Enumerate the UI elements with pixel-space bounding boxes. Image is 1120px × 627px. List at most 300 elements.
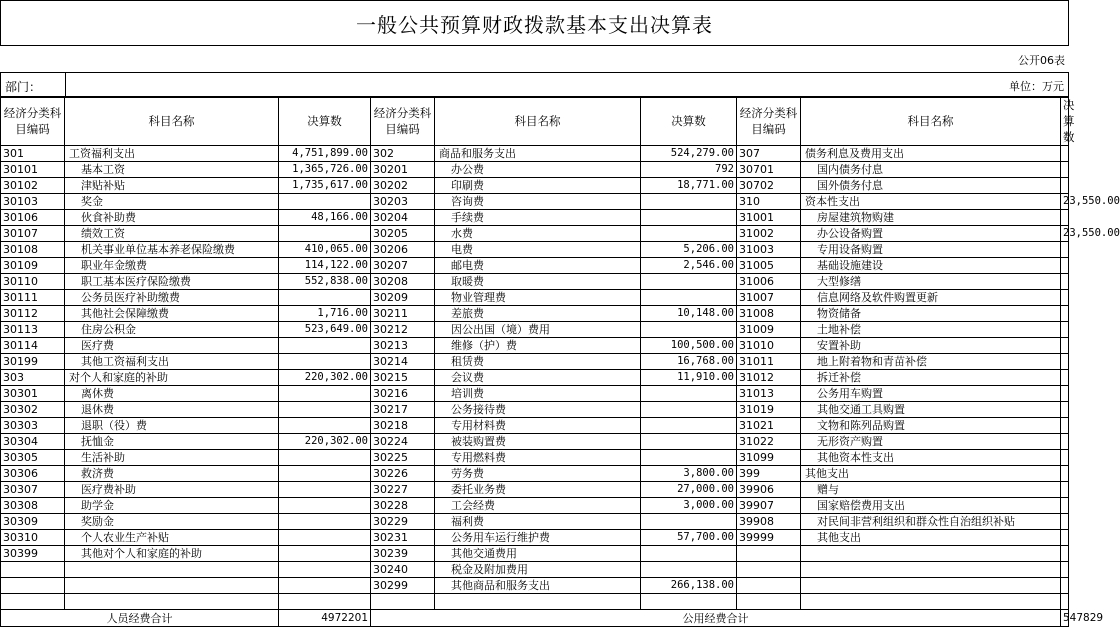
cell-name: 其他工资福利支出 <box>65 354 279 370</box>
cell-name: 物资储备 <box>801 306 1061 322</box>
page-title <box>0 0 1069 46</box>
cell-amount <box>279 402 371 418</box>
cell-amount <box>1061 370 1069 386</box>
cell-code: 31007 <box>737 290 801 306</box>
cell-name: 奖金 <box>65 194 279 210</box>
expenditure-table <box>0 96 1120 627</box>
cell-amount <box>641 290 737 306</box>
cell-name: 其他交通费用 <box>435 546 641 562</box>
cell-code: 30224 <box>371 434 435 450</box>
cell-amount <box>279 354 371 370</box>
cell-name: 其他商品和服务支出 <box>435 578 641 594</box>
unit-label: 单位：万元 <box>1009 80 1064 93</box>
cell-amount <box>1061 562 1069 578</box>
cell-amount <box>279 546 371 562</box>
cell-code <box>1 578 65 594</box>
cell-code: 30212 <box>371 322 435 338</box>
cell-amount <box>641 434 737 450</box>
cell-name: 救济费 <box>65 466 279 482</box>
cell-amount <box>641 402 737 418</box>
cell-name: 住房公积金 <box>65 322 279 338</box>
cell-amount <box>279 338 371 354</box>
cell-name: 信息网络及软件购置更新 <box>801 290 1061 306</box>
cell-code: 302 <box>371 146 435 162</box>
table-row <box>1 178 1069 194</box>
cell-name <box>65 562 279 578</box>
cell-name: 对个人和家庭的补助 <box>65 370 279 386</box>
table-row <box>1 482 1069 498</box>
cell-code: 30240 <box>371 562 435 578</box>
cell-amount <box>279 290 371 306</box>
table-row <box>1 434 1069 450</box>
cell-code: 30310 <box>1 530 65 546</box>
cell-code: 30307 <box>1 482 65 498</box>
cell-name: 水费 <box>435 226 641 242</box>
table-row <box>1 418 1069 434</box>
cell-name <box>801 594 1061 610</box>
table-row <box>1 466 1069 482</box>
cell-amount <box>1061 322 1069 338</box>
cell-code: 31011 <box>737 354 801 370</box>
cell-amount <box>279 466 371 482</box>
cell-amount: 524,279.00 <box>641 146 737 162</box>
table-row <box>1 594 1069 610</box>
personnel-total-value: 4972201 <box>279 610 371 627</box>
cell-code: 39999 <box>737 530 801 546</box>
table-row <box>1 322 1069 338</box>
cell-code: 30231 <box>371 530 435 546</box>
cell-amount <box>279 226 371 242</box>
cell-code: 30211 <box>371 306 435 322</box>
cell-amount: 27,000.00 <box>641 482 737 498</box>
cell-name: 绩效工资 <box>65 226 279 242</box>
cell-code: 30204 <box>371 210 435 226</box>
cell-name: 离休费 <box>65 386 279 402</box>
cell-amount: 1,365,726.00 <box>279 162 371 178</box>
cell-name: 生活补助 <box>65 450 279 466</box>
cell-code: 31006 <box>737 274 801 290</box>
cell-code: 30227 <box>371 482 435 498</box>
cell-amount <box>1061 146 1069 162</box>
cell-code: 301 <box>1 146 65 162</box>
cell-name <box>435 594 641 610</box>
cell-code: 30214 <box>371 354 435 370</box>
cell-amount <box>1061 466 1069 482</box>
cell-amount <box>1061 546 1069 562</box>
cell-amount <box>1061 386 1069 402</box>
cell-code <box>737 562 801 578</box>
cell-amount: 18,771.00 <box>641 178 737 194</box>
cell-name: 职业年金缴费 <box>65 258 279 274</box>
cell-code: 30205 <box>371 226 435 242</box>
cell-code: 30111 <box>1 290 65 306</box>
cell-code: 30203 <box>371 194 435 210</box>
cell-name <box>801 578 1061 594</box>
cell-code <box>737 578 801 594</box>
cell-name: 电费 <box>435 242 641 258</box>
cell-name: 奖励金 <box>65 514 279 530</box>
cell-amount: 3,800.00 <box>641 466 737 482</box>
cell-amount: 57,700.00 <box>641 530 737 546</box>
table-row <box>1 514 1069 530</box>
personnel-total-label: 人员经费合计 <box>1 610 279 627</box>
department-row <box>0 72 1069 98</box>
cell-name: 邮电费 <box>435 258 641 274</box>
cell-amount <box>279 386 371 402</box>
cell-code: 30101 <box>1 162 65 178</box>
cell-name <box>65 594 279 610</box>
cell-amount <box>279 514 371 530</box>
department-divider <box>65 73 66 97</box>
cell-amount <box>1061 274 1069 290</box>
cell-name <box>801 546 1061 562</box>
cell-code <box>371 594 435 610</box>
cell-code: 39906 <box>737 482 801 498</box>
cell-name: 工资福利支出 <box>65 146 279 162</box>
cell-code: 31021 <box>737 418 801 434</box>
cell-name: 医疗费 <box>65 338 279 354</box>
cell-name <box>801 562 1061 578</box>
cell-code: 30207 <box>371 258 435 274</box>
cell-code: 30301 <box>1 386 65 402</box>
cell-code: 31019 <box>737 402 801 418</box>
cell-amount: 523,649.00 <box>279 322 371 338</box>
cell-code: 31008 <box>737 306 801 322</box>
cell-name: 拆迁补偿 <box>801 370 1061 386</box>
cell-amount <box>641 226 737 242</box>
cell-amount <box>279 498 371 514</box>
cell-code: 30218 <box>371 418 435 434</box>
cell-code: 30701 <box>737 162 801 178</box>
cell-name: 退职（役）费 <box>65 418 279 434</box>
cell-amount <box>641 546 737 562</box>
table-row <box>1 562 1069 578</box>
cell-amount <box>279 418 371 434</box>
cell-name: 职工基本医疗保险缴费 <box>65 274 279 290</box>
cell-amount <box>641 274 737 290</box>
cell-name: 基本工资 <box>65 162 279 178</box>
cell-name: 国内债务付息 <box>801 162 1061 178</box>
cell-amount: 266,138.00 <box>641 578 737 594</box>
cell-code: 30213 <box>371 338 435 354</box>
table-row <box>1 386 1069 402</box>
cell-name: 房屋建筑物购建 <box>801 210 1061 226</box>
cell-code: 30215 <box>371 370 435 386</box>
cell-amount: 4,751,899.00 <box>279 146 371 162</box>
cell-code: 30309 <box>1 514 65 530</box>
cell-code: 30110 <box>1 274 65 290</box>
cell-amount <box>641 514 737 530</box>
cell-code: 30108 <box>1 242 65 258</box>
table-row <box>1 146 1069 162</box>
table-row <box>1 194 1069 210</box>
cell-name: 机关事业单位基本养老保险缴费 <box>65 242 279 258</box>
cell-amount <box>1061 514 1069 530</box>
cell-amount <box>641 562 737 578</box>
table-row <box>1 290 1069 306</box>
cell-name <box>65 578 279 594</box>
cell-name: 因公出国（境）费用 <box>435 322 641 338</box>
cell-code: 30114 <box>1 338 65 354</box>
cell-name: 其他社会保障缴费 <box>65 306 279 322</box>
cell-name: 基础设施建设 <box>801 258 1061 274</box>
table-row <box>1 338 1069 354</box>
cell-code: 31002 <box>737 226 801 242</box>
cell-name: 劳务费 <box>435 466 641 482</box>
cell-code: 30303 <box>1 418 65 434</box>
cell-code <box>1 562 65 578</box>
cell-name: 其他支出 <box>801 530 1061 546</box>
cell-name: 取暖费 <box>435 274 641 290</box>
cell-code: 31010 <box>737 338 801 354</box>
cell-code <box>1 594 65 610</box>
cell-name: 津贴补贴 <box>65 178 279 194</box>
header-row <box>1 97 1069 146</box>
cell-amount: 220,302.00 <box>279 370 371 386</box>
table-row <box>1 210 1069 226</box>
cell-name: 培训费 <box>435 386 641 402</box>
table-row <box>1 226 1069 242</box>
table-row <box>1 578 1069 594</box>
cell-name: 其他资本性支出 <box>801 450 1061 466</box>
cell-name: 手续费 <box>435 210 641 226</box>
cell-name: 专用燃料费 <box>435 450 641 466</box>
cell-name: 土地补偿 <box>801 322 1061 338</box>
header-amount-2: 决算数 <box>641 97 737 146</box>
cell-name: 退休费 <box>65 402 279 418</box>
cell-code: 30225 <box>371 450 435 466</box>
cell-amount <box>1061 306 1069 322</box>
cell-name: 其他交通工具购置 <box>801 402 1061 418</box>
cell-amount <box>1061 258 1069 274</box>
cell-code: 30102 <box>1 178 65 194</box>
cell-code: 31012 <box>737 370 801 386</box>
cell-name: 差旅费 <box>435 306 641 322</box>
cell-code: 30109 <box>1 258 65 274</box>
cell-code: 30228 <box>371 498 435 514</box>
cell-code: 399 <box>737 466 801 482</box>
cell-amount <box>641 450 737 466</box>
cell-name: 无形资产购置 <box>801 434 1061 450</box>
cell-amount: 10,148.00 <box>641 306 737 322</box>
table-row <box>1 162 1069 178</box>
cell-name: 伙食补助费 <box>65 210 279 226</box>
cell-amount <box>279 578 371 594</box>
table-row <box>1 546 1069 562</box>
cell-name: 委托业务费 <box>435 482 641 498</box>
cell-code: 30199 <box>1 354 65 370</box>
cell-code: 30103 <box>1 194 65 210</box>
cell-name: 资本性支出 <box>801 194 1061 210</box>
table-code: 公开06表 <box>1018 54 1065 67</box>
table-row <box>1 498 1069 514</box>
public-total-value: 547829 <box>1061 610 1069 627</box>
cell-code: 310 <box>737 194 801 210</box>
cell-name: 公务接待费 <box>435 402 641 418</box>
cell-code <box>737 546 801 562</box>
cell-code: 30305 <box>1 450 65 466</box>
header-name-3: 科目名称 <box>801 97 1061 146</box>
cell-code: 30304 <box>1 434 65 450</box>
cell-name: 个人农业生产补贴 <box>65 530 279 546</box>
table-row <box>1 402 1069 418</box>
cell-code: 30216 <box>371 386 435 402</box>
cell-amount <box>1061 594 1069 610</box>
cell-code: 31022 <box>737 434 801 450</box>
cell-code: 31099 <box>737 450 801 466</box>
cell-amount: 23,550.00 <box>1061 226 1069 242</box>
cell-amount <box>279 482 371 498</box>
table-row <box>1 242 1069 258</box>
header-amount-1: 决算数 <box>279 97 371 146</box>
cell-name: 赠与 <box>801 482 1061 498</box>
cell-code: 30302 <box>1 402 65 418</box>
cell-name: 印刷费 <box>435 178 641 194</box>
cell-amount <box>641 418 737 434</box>
cell-amount <box>641 594 737 610</box>
cell-code: 30107 <box>1 226 65 242</box>
cell-amount <box>1061 338 1069 354</box>
cell-name: 会议费 <box>435 370 641 386</box>
cell-amount <box>1061 578 1069 594</box>
cell-name: 公务用车运行维护费 <box>435 530 641 546</box>
table-row <box>1 258 1069 274</box>
table-body <box>1 146 1120 610</box>
cell-code: 31001 <box>737 210 801 226</box>
cell-code: 30209 <box>371 290 435 306</box>
cell-name: 国家赔偿费用支出 <box>801 498 1061 514</box>
table-row <box>1 370 1069 386</box>
cell-code: 31005 <box>737 258 801 274</box>
cell-code: 39907 <box>737 498 801 514</box>
cell-code: 30202 <box>371 178 435 194</box>
cell-name: 大型修缮 <box>801 274 1061 290</box>
cell-code: 39908 <box>737 514 801 530</box>
header-name-1: 科目名称 <box>65 97 279 146</box>
cell-amount: 16,768.00 <box>641 354 737 370</box>
header-amount-3: 决算数 <box>1061 97 1069 146</box>
cell-amount <box>1061 178 1069 194</box>
cell-code: 31009 <box>737 322 801 338</box>
cell-code: 30399 <box>1 546 65 562</box>
cell-code: 30239 <box>371 546 435 562</box>
cell-amount <box>1061 418 1069 434</box>
cell-name: 其他支出 <box>801 466 1061 482</box>
totals-row <box>1 610 1069 627</box>
cell-code: 31003 <box>737 242 801 258</box>
cell-amount <box>1061 210 1069 226</box>
cell-name: 专用设备购置 <box>801 242 1061 258</box>
cell-code: 30229 <box>371 514 435 530</box>
cell-code: 303 <box>1 370 65 386</box>
cell-amount <box>641 210 737 226</box>
cell-name: 物业管理费 <box>435 290 641 306</box>
cell-name: 专用材料费 <box>435 418 641 434</box>
cell-amount <box>1061 450 1069 466</box>
cell-name: 办公费 <box>435 162 641 178</box>
cell-amount <box>641 194 737 210</box>
cell-amount: 5,206.00 <box>641 242 737 258</box>
cell-name: 其他对个人和家庭的补助 <box>65 546 279 562</box>
cell-name: 国外债务付息 <box>801 178 1061 194</box>
cell-code: 30201 <box>371 162 435 178</box>
cell-name: 医疗费补助 <box>65 482 279 498</box>
cell-amount <box>279 194 371 210</box>
table-row <box>1 306 1069 322</box>
cell-name: 商品和服务支出 <box>435 146 641 162</box>
department-label: 部门： <box>5 80 42 94</box>
cell-amount <box>279 562 371 578</box>
cell-name: 地上附着物和青苗补偿 <box>801 354 1061 370</box>
cell-amount: 11,910.00 <box>641 370 737 386</box>
cell-code: 30226 <box>371 466 435 482</box>
cell-amount <box>279 530 371 546</box>
cell-name: 工会经费 <box>435 498 641 514</box>
cell-amount: 2,546.00 <box>641 258 737 274</box>
cell-amount: 48,166.00 <box>279 210 371 226</box>
cell-name: 公务用车购置 <box>801 386 1061 402</box>
cell-name: 抚恤金 <box>65 434 279 450</box>
cell-code: 30206 <box>371 242 435 258</box>
cell-amount <box>1061 162 1069 178</box>
cell-name: 公务员医疗补助缴费 <box>65 290 279 306</box>
cell-name: 咨询费 <box>435 194 641 210</box>
cell-amount <box>1061 434 1069 450</box>
cell-amount <box>1061 242 1069 258</box>
cell-amount <box>1061 498 1069 514</box>
public-total-label: 公用经费合计 <box>371 610 1061 627</box>
header-code-2: 经济分类科目编码 <box>371 97 435 146</box>
cell-amount: 1,716.00 <box>279 306 371 322</box>
cell-amount <box>1061 402 1069 418</box>
cell-amount: 792 <box>641 162 737 178</box>
cell-amount <box>279 594 371 610</box>
header-name-2: 科目名称 <box>435 97 641 146</box>
table-row <box>1 274 1069 290</box>
cell-name: 债务利息及费用支出 <box>801 146 1061 162</box>
cell-amount <box>1061 482 1069 498</box>
cell-name: 文物和陈列品购置 <box>801 418 1061 434</box>
cell-amount: 114,122.00 <box>279 258 371 274</box>
table-row <box>1 450 1069 466</box>
cell-name: 安置补助 <box>801 338 1061 354</box>
cell-amount: 1,735,617.00 <box>279 178 371 194</box>
cell-code: 30308 <box>1 498 65 514</box>
cell-amount <box>279 450 371 466</box>
cell-code: 307 <box>737 146 801 162</box>
table-row <box>1 530 1069 546</box>
cell-code: 30112 <box>1 306 65 322</box>
title-text: 一般公共预算财政拨款基本支出决算表 <box>356 12 713 37</box>
header-code-3: 经济分类科目编码 <box>737 97 801 146</box>
cell-code: 30217 <box>371 402 435 418</box>
cell-amount <box>1061 530 1069 546</box>
cell-amount <box>1061 290 1069 306</box>
cell-amount: 3,000.00 <box>641 498 737 514</box>
cell-name: 租赁费 <box>435 354 641 370</box>
cell-code: 30106 <box>1 210 65 226</box>
cell-code: 30299 <box>371 578 435 594</box>
cell-amount: 220,302.00 <box>279 434 371 450</box>
cell-name: 对民间非营利组织和群众性自治组织补贴 <box>801 514 1061 530</box>
cell-amount <box>1061 354 1069 370</box>
cell-code <box>737 594 801 610</box>
cell-amount: 23,550.00 <box>1061 194 1069 210</box>
table-row <box>1 354 1069 370</box>
cell-name: 税金及附加费用 <box>435 562 641 578</box>
cell-code: 30113 <box>1 322 65 338</box>
cell-name: 助学金 <box>65 498 279 514</box>
